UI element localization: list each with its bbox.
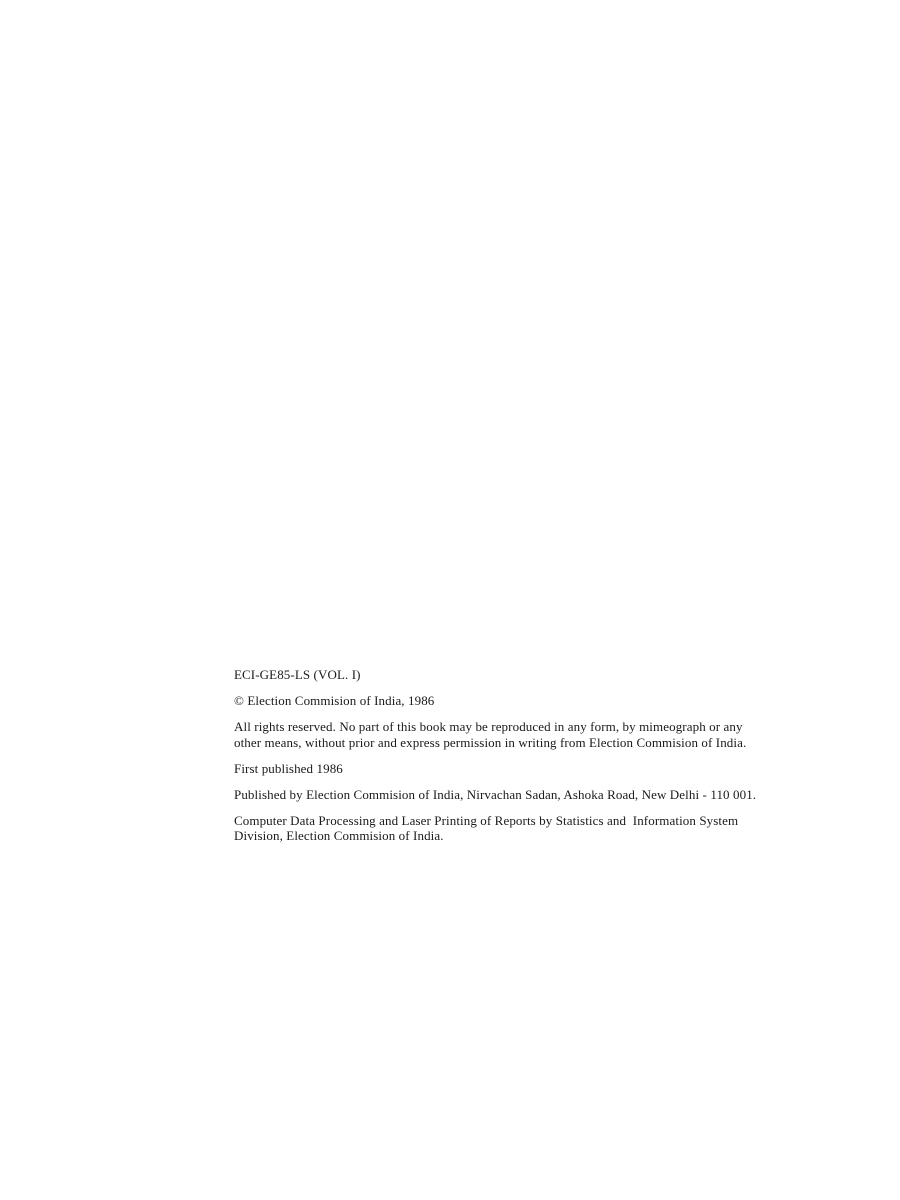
paragraph-data-processing-credit: [234, 813, 854, 844]
edition-code-line: ECI-GE85-LS (VOL. I): [234, 667, 361, 682]
publisher-line: Published by Election Commision of India, Nirvachan Sadan, Ashoka Road, New Delhi - 110 001.: [234, 786, 757, 802]
paragraph-first-published: [234, 761, 854, 777]
data-processing-credit-line-2: Division, Election Commision of India.: [234, 828, 444, 843]
first-published-line: First published 1986: [234, 760, 343, 776]
paragraph-copyright: [234, 693, 854, 709]
rights-notice-line-1: All rights reserved. No part of this book may be reproduced in any form, by mimeograph or any: [234, 719, 743, 734]
rights-notice-line-2: other means, without prior and express permission in writing from Election Commision of India.: [234, 734, 747, 750]
copyright-line: © Election Commision of India, 1986: [234, 693, 435, 708]
paragraph-publisher: [234, 787, 854, 803]
colophon-text-block: [234, 667, 854, 854]
paragraph-rights-notice: [234, 719, 854, 750]
paragraph-edition-code: [234, 667, 854, 683]
data-processing-credit-line-1: Computer Data Processing and Laser Printing of Reports by Statistics and Information System: [234, 812, 739, 828]
